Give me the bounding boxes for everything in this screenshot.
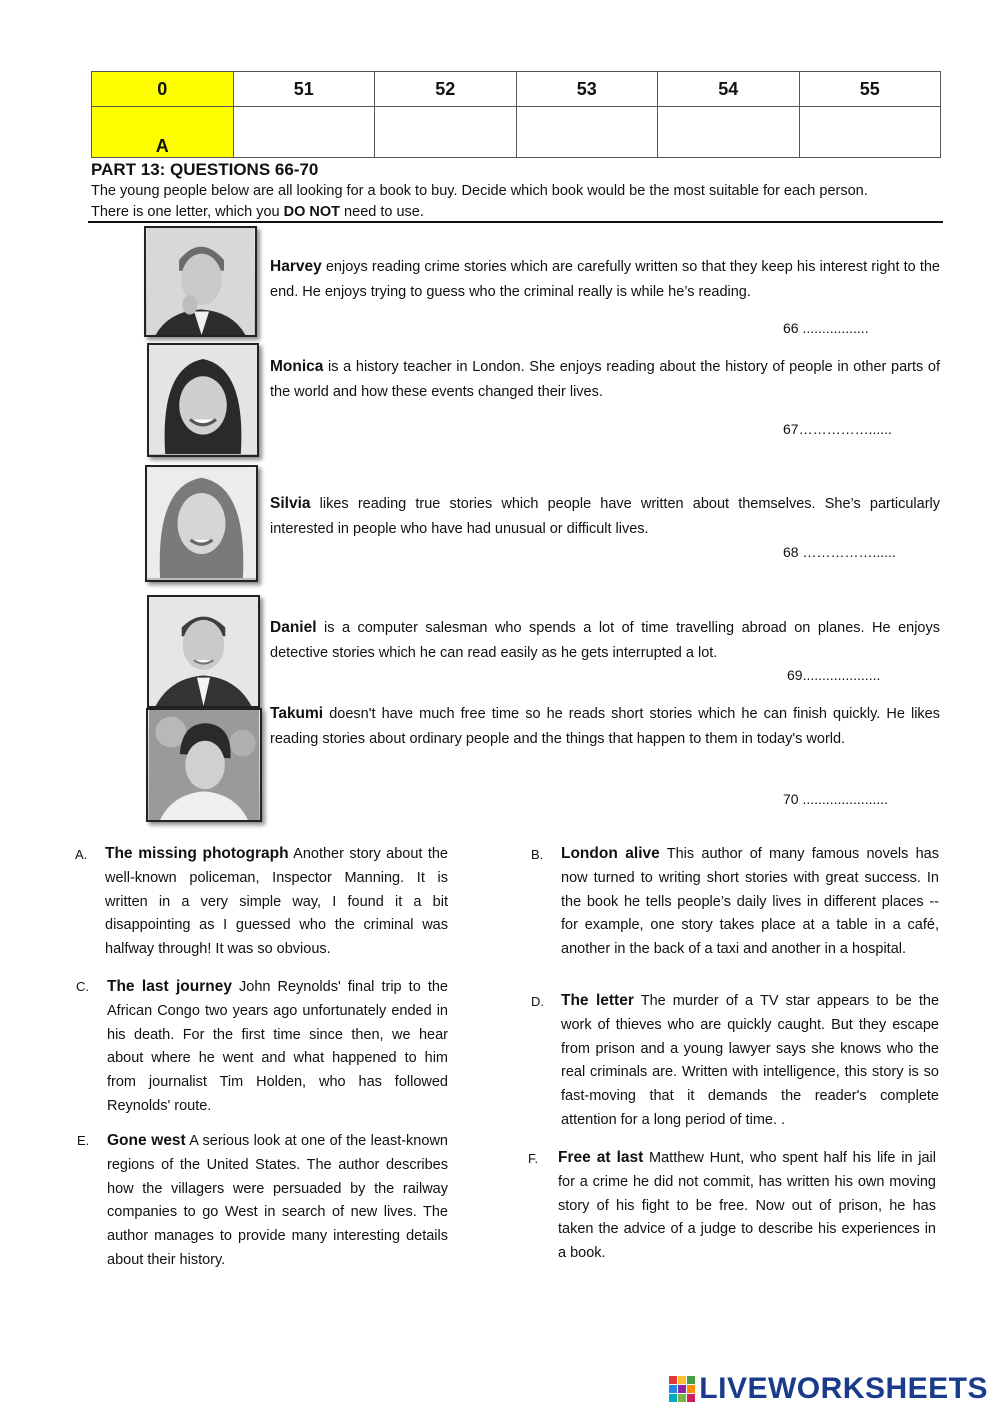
person-name: Takumi [270, 705, 324, 722]
book-e [107, 1129, 448, 1273]
answer-input-53[interactable] [516, 107, 658, 158]
answer-example-cell: A [92, 107, 234, 158]
answer-input-55[interactable] [799, 107, 941, 158]
instruction-line-2 [91, 202, 941, 223]
book-letter: B. [531, 847, 544, 862]
book-title: Gone west [107, 1132, 186, 1149]
answer-input-51[interactable] [233, 107, 375, 158]
person-silvia [270, 491, 940, 542]
instruction-emphasis: DO NOT [283, 204, 341, 220]
answer-blank-68[interactable]: 68 ……………...... [783, 544, 896, 560]
book-title: The missing photograph [105, 845, 289, 862]
divider [88, 221, 943, 223]
instruction-text: There is one letter, which you [91, 204, 284, 220]
person-daniel [270, 615, 940, 666]
harvey-photo [144, 226, 257, 337]
book-a [105, 842, 448, 962]
book-text: The murder of a TV star appears to be the work of thieves who are quickly caught. But they escape from prison and a young lawyer says she knows who the real criminals are. Written with intelligence, this story is so fast-moving that it demands the reader's complete attention for a long period of time. . [561, 993, 940, 1128]
answer-input-54[interactable] [658, 107, 800, 158]
answer-blank-69[interactable]: 69.................... [787, 667, 881, 683]
answer-blank-66[interactable]: 66 ................. [783, 320, 869, 336]
liveworksheets-logo [669, 1372, 988, 1406]
book-text: John Reynolds' final trip to the African Congo two years ago unfortunately ended in his death. For the first time since then, we hear about where he went and what happened to him from journalist Tim Holden, who has followed Reynolds' route. [107, 979, 448, 1114]
instruction-text: need to use. [340, 204, 424, 220]
book-text: This author of many famous novels has now turned to writing short stories with great success. In the book he tells people’s daily lives in different places -- for example, one story takes place at a table in a café, another in the back of a taxi and another in a hospital. [561, 846, 940, 958]
book-letter: F. [528, 1151, 539, 1166]
book-title: London alive [561, 845, 660, 862]
answer-blank-67[interactable]: 67……………...... [783, 421, 892, 437]
book-f [558, 1146, 936, 1266]
book-c [107, 975, 448, 1119]
book-title: The letter [561, 992, 634, 1009]
answer-header: 54 [658, 72, 800, 107]
person-name: Silvia [270, 495, 311, 512]
logo-text: LIVEWORKSHEETS [699, 1372, 988, 1405]
answer-header: 51 [233, 72, 375, 107]
instructions [91, 181, 941, 223]
person-text: doesn't have much free time so he reads short stories which he can finish quickly. He likes reading stories about ordinary people and the things that happen to them in today's world. [270, 706, 940, 747]
book-letter: A. [75, 847, 88, 862]
book-text: A serious look at one of the least-known regions of the United States. The author describes how the villagers were persuaded by the railway companies to go West in search of new lives. The author manages to provide many interesting details about their history. [107, 1133, 448, 1268]
book-title: The last journey [107, 978, 232, 995]
silvia-photo [145, 465, 258, 582]
book-letter: C. [76, 979, 89, 994]
book-letter: E. [77, 1133, 90, 1148]
person-harvey [270, 254, 940, 305]
person-name: Daniel [270, 619, 317, 636]
person-text: is a computer salesman who spends a lot of time travelling abroad on planes. He enjoys detective stories which he can read easily as he gets interrupted a lot. [270, 620, 940, 661]
person-name: Monica [270, 358, 324, 375]
part-title: PART 13: QUESTIONS 66-70 [91, 160, 319, 179]
person-text: likes reading true stories which people have written about themselves. She’s particularly interested in people who have had unusual or difficult lives. [270, 496, 940, 537]
book-d [561, 989, 939, 1133]
answer-header: 0 [92, 72, 234, 107]
book-text: Another story about the well-known policeman, Inspector Manning. It is written in a very simple way, I found it a bit disappointing as I guessed who the criminal was halfway through! It was so obvious. [105, 846, 448, 958]
answer-table [91, 71, 941, 158]
answer-header: 53 [516, 72, 658, 107]
daniel-photo [147, 595, 260, 708]
logo-mark-icon [669, 1376, 695, 1402]
answer-blank-70[interactable]: 70 ...................... [783, 791, 889, 807]
person-monica [270, 354, 940, 405]
takumi-photo [146, 708, 262, 822]
answer-header: 52 [375, 72, 517, 107]
person-takumi [270, 701, 940, 752]
book-text: Matthew Hunt, who spent half his life in jail for a crime he did not commit, has written his own moving story of his fight to be free. Now out of prison, he has taken the advice of a judge to describe his experiences in a book. [558, 1150, 936, 1262]
book-title: Free at last [558, 1149, 644, 1166]
answer-input-52[interactable] [375, 107, 517, 158]
instruction-line-1: The young people below are all looking for a book to buy. Decide which book would be the most suitable for each person. [91, 183, 868, 199]
person-text: enjoys reading crime stories which are carefully written so that they keep his interest right to the end. He enjoys trying to guess who the criminal really is while he’s reading. [270, 259, 940, 300]
answer-header: 55 [799, 72, 941, 107]
book-letter: D. [531, 994, 544, 1009]
book-b [561, 842, 939, 962]
person-name: Harvey [270, 258, 322, 275]
person-text: is a history teacher in London. She enjoys reading about the history of people in other parts of the world and how these events changed their lives. [270, 359, 940, 400]
monica-photo [147, 343, 259, 457]
